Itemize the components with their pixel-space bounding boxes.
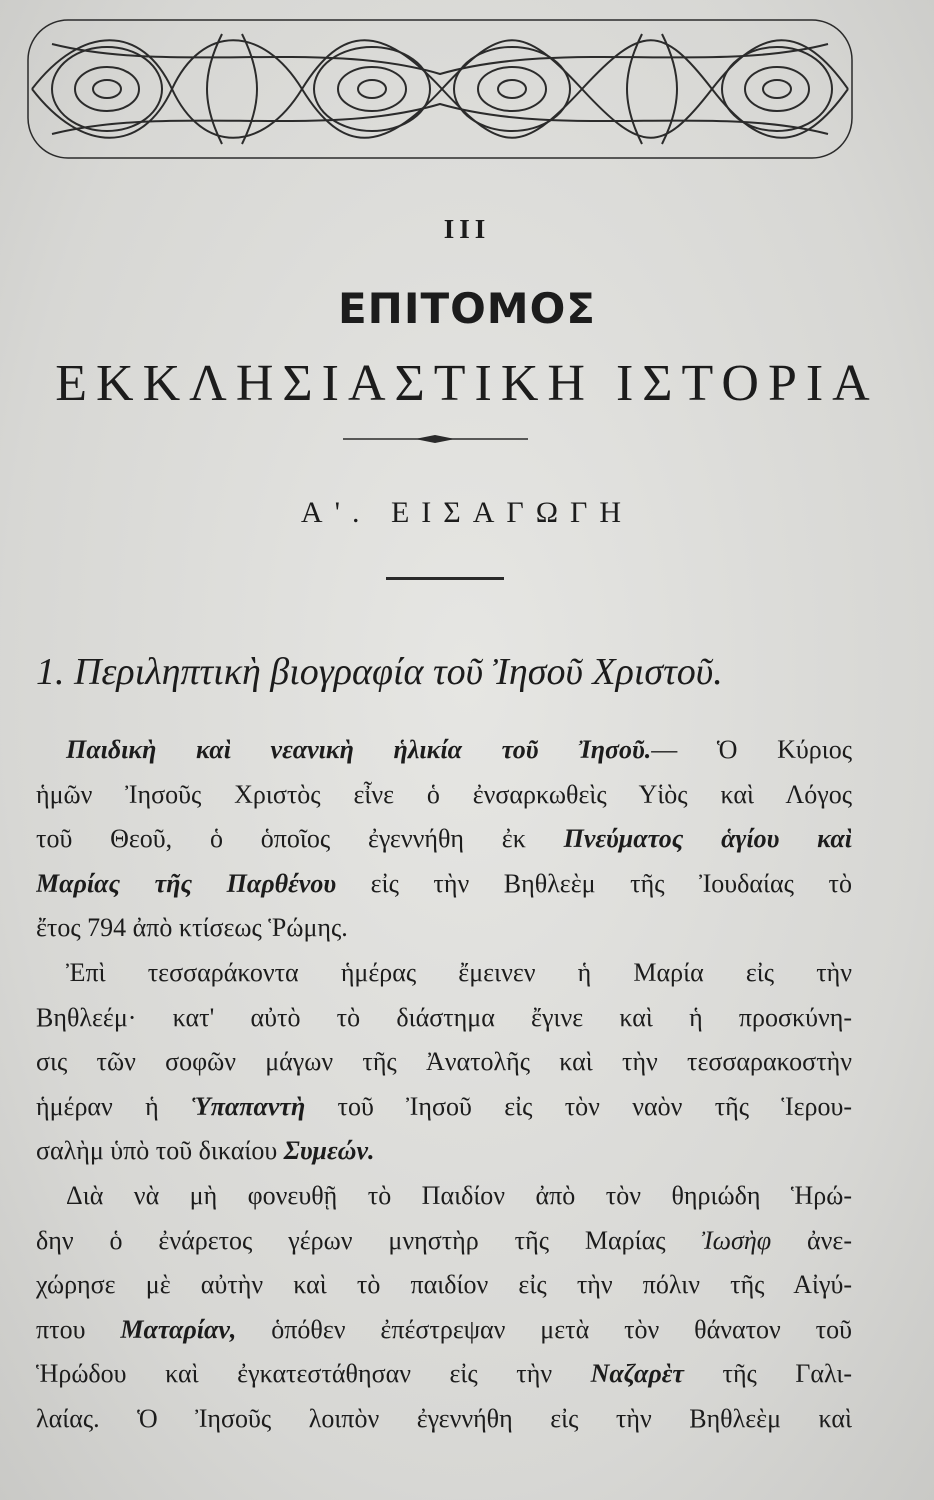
- paragraph3-line-3: χώρησε μὲ αὐτὴν καὶ τὸ παιδίον εἰς τὴν πόλιν τῆς Αἰγύ-: [36, 1270, 852, 1300]
- paragraph1-line-3: [36, 817, 852, 862]
- emphasized-term: Πνεύματος ἁγίου καὶ: [563, 824, 852, 854]
- emphasized-term: Μαρίας τῆς Παρθένου: [36, 868, 337, 898]
- section-subtitle: Α'. ΕΙΣΑΓΩΓΗ: [300, 496, 634, 529]
- text-run: — Ὁ Κύριος: [651, 735, 852, 764]
- paragraph3-line-4: [36, 1308, 852, 1353]
- paragraph1-line-4: [36, 862, 852, 907]
- emphasized-term: Ὑπαπαντὴ: [191, 1091, 306, 1121]
- paragraph2-line-2: Βηθλεέμ· κατ' αὐτὸ τὸ διάστημα ἔγινε καὶ ἡ προσκύνη-: [36, 1002, 852, 1032]
- paragraph3-line-6: λαίας. Ὁ Ἰησοῦς λοιπὸν ἐγεννήθη εἰς τὴν Βηθλεὲμ καὶ: [36, 1403, 852, 1433]
- text-run: τοῦ Ἰησοῦ εἰς τὸν ναὸν τῆς Ἱερου-: [305, 1091, 852, 1121]
- emphasized-term: Συμεών.: [283, 1136, 375, 1166]
- body-text: [36, 728, 852, 1442]
- text-run: τῆς Γαλι-: [683, 1359, 852, 1389]
- horizontal-rule: [386, 577, 504, 580]
- italic-name: Ἰωσὴφ: [701, 1225, 772, 1255]
- interlace-ornament-header: [22, 14, 858, 164]
- paragraph3-line-2: [36, 1219, 852, 1264]
- paragraph2-line-3: σις τῶν σοφῶν μάγων τῆς Ἀνατολῆς καὶ τὴν τεσσαρακοστὴν: [36, 1047, 852, 1077]
- text-run: τοῦ Θεοῦ, ὁ ὁποῖος ἐγεννήθη ἐκ: [36, 824, 564, 854]
- emphasized-term: Ματαρίαν,: [120, 1314, 237, 1344]
- paragraph1-line-5: ἔτος 794 ἀπὸ κτίσεως Ῥώμης.: [36, 913, 348, 943]
- section-heading: 1. Περιληπτικὴ βιογραφία τοῦ Ἰησοῦ Χριστοῦ.: [36, 651, 723, 693]
- paragraph2-line-1: Ἐπὶ τεσσαράκοντα ἡμέρας ἔμεινεν ἡ Μαρία εἰς τὴν: [66, 957, 852, 987]
- emphasized-term: Ναζαρὲτ: [590, 1359, 684, 1389]
- text-run: σαλὴμ ὑπὸ τοῦ δικαίου: [36, 1136, 284, 1166]
- text-run: ἡμέραν ἡ: [36, 1091, 192, 1121]
- text-run: Ἡρώδου καὶ ἐγκατεστάθησαν εἰς τὴν: [36, 1359, 591, 1389]
- chapter-title-line-1: ΕΠΙΤΟΜΟΣ: [337, 284, 596, 333]
- text-run: πτου: [36, 1314, 121, 1344]
- text-run: ἀνε-: [771, 1225, 852, 1255]
- text-run: εἰς τὴν Βηθλεὲμ τῆς Ἰουδαίας τὸ: [336, 868, 852, 898]
- ornamental-divider: [343, 432, 528, 446]
- emphasized-term: Παιδικὴ καὶ νεανικὴ ἡλικία τοῦ Ἰησοῦ.: [66, 735, 652, 764]
- text-run: ὁπόθεν ἐπέστρεψαν μετὰ τὸν θάνατον τοῦ: [236, 1314, 852, 1344]
- chapter-title-line-2: ΕΚΚΛΗΣΙΑΣΤΙΚΗ ΙΣΤΟΡΙΑ: [55, 355, 879, 412]
- chapter-numeral: III: [443, 214, 491, 244]
- text-run: δην ὁ ἐνάρετος γέρων μνηστὴρ τῆς Μαρίας: [36, 1225, 702, 1255]
- paragraph2-line-5: [36, 1129, 852, 1174]
- paragraph1-line-2: ἡμῶν Ἰησοῦς Χριστὸς εἶνε ὁ ἐνσαρκωθεὶς Υἱὸς καὶ Λόγος: [36, 779, 852, 809]
- paragraph3-line-5: [36, 1352, 852, 1397]
- paragraph3-line-1: Διὰ νὰ μὴ φονευθῇ τὸ Παιδίον ἀπὸ τὸν θηριώδη Ἡρώ-: [66, 1180, 852, 1210]
- paragraph1-line-1: [36, 728, 852, 773]
- paragraph2-line-4: [36, 1085, 852, 1130]
